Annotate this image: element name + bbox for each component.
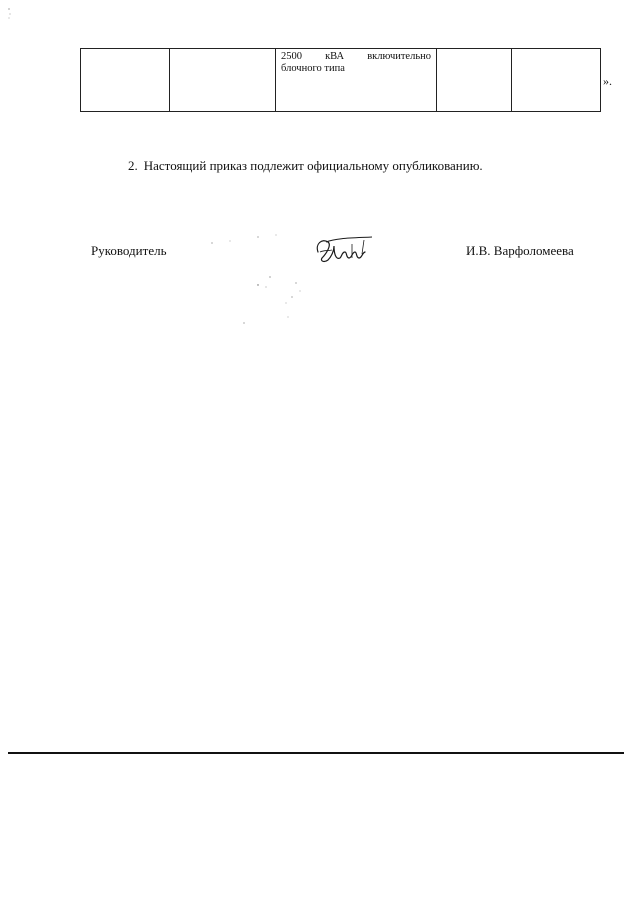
table-row: [81, 49, 601, 112]
table-fragment: [80, 48, 601, 112]
closing-quote: ».: [603, 74, 612, 88]
table-cell-1: [81, 49, 170, 112]
scan-artifact-icon: [6, 6, 16, 20]
table-cell-4: [437, 49, 512, 112]
table-cell-3: [276, 49, 437, 112]
signatory-name: И.В. Варфоломеева: [466, 243, 574, 258]
handwritten-signature-icon: [312, 234, 374, 268]
item-text: Настоящий приказ подлежит официальному опубликованию.: [143, 158, 483, 173]
numbered-item: [128, 158, 483, 174]
item-number: 2.: [128, 158, 138, 173]
cell-text-line1: 2500 кВА включительно: [281, 51, 431, 62]
signatory-role: Руководитель: [91, 243, 167, 258]
table-cell-2: [170, 49, 276, 112]
cell-text-line2: блочного типа: [281, 63, 345, 74]
bottom-divider: [8, 752, 624, 754]
table-cell-5: [512, 49, 601, 112]
